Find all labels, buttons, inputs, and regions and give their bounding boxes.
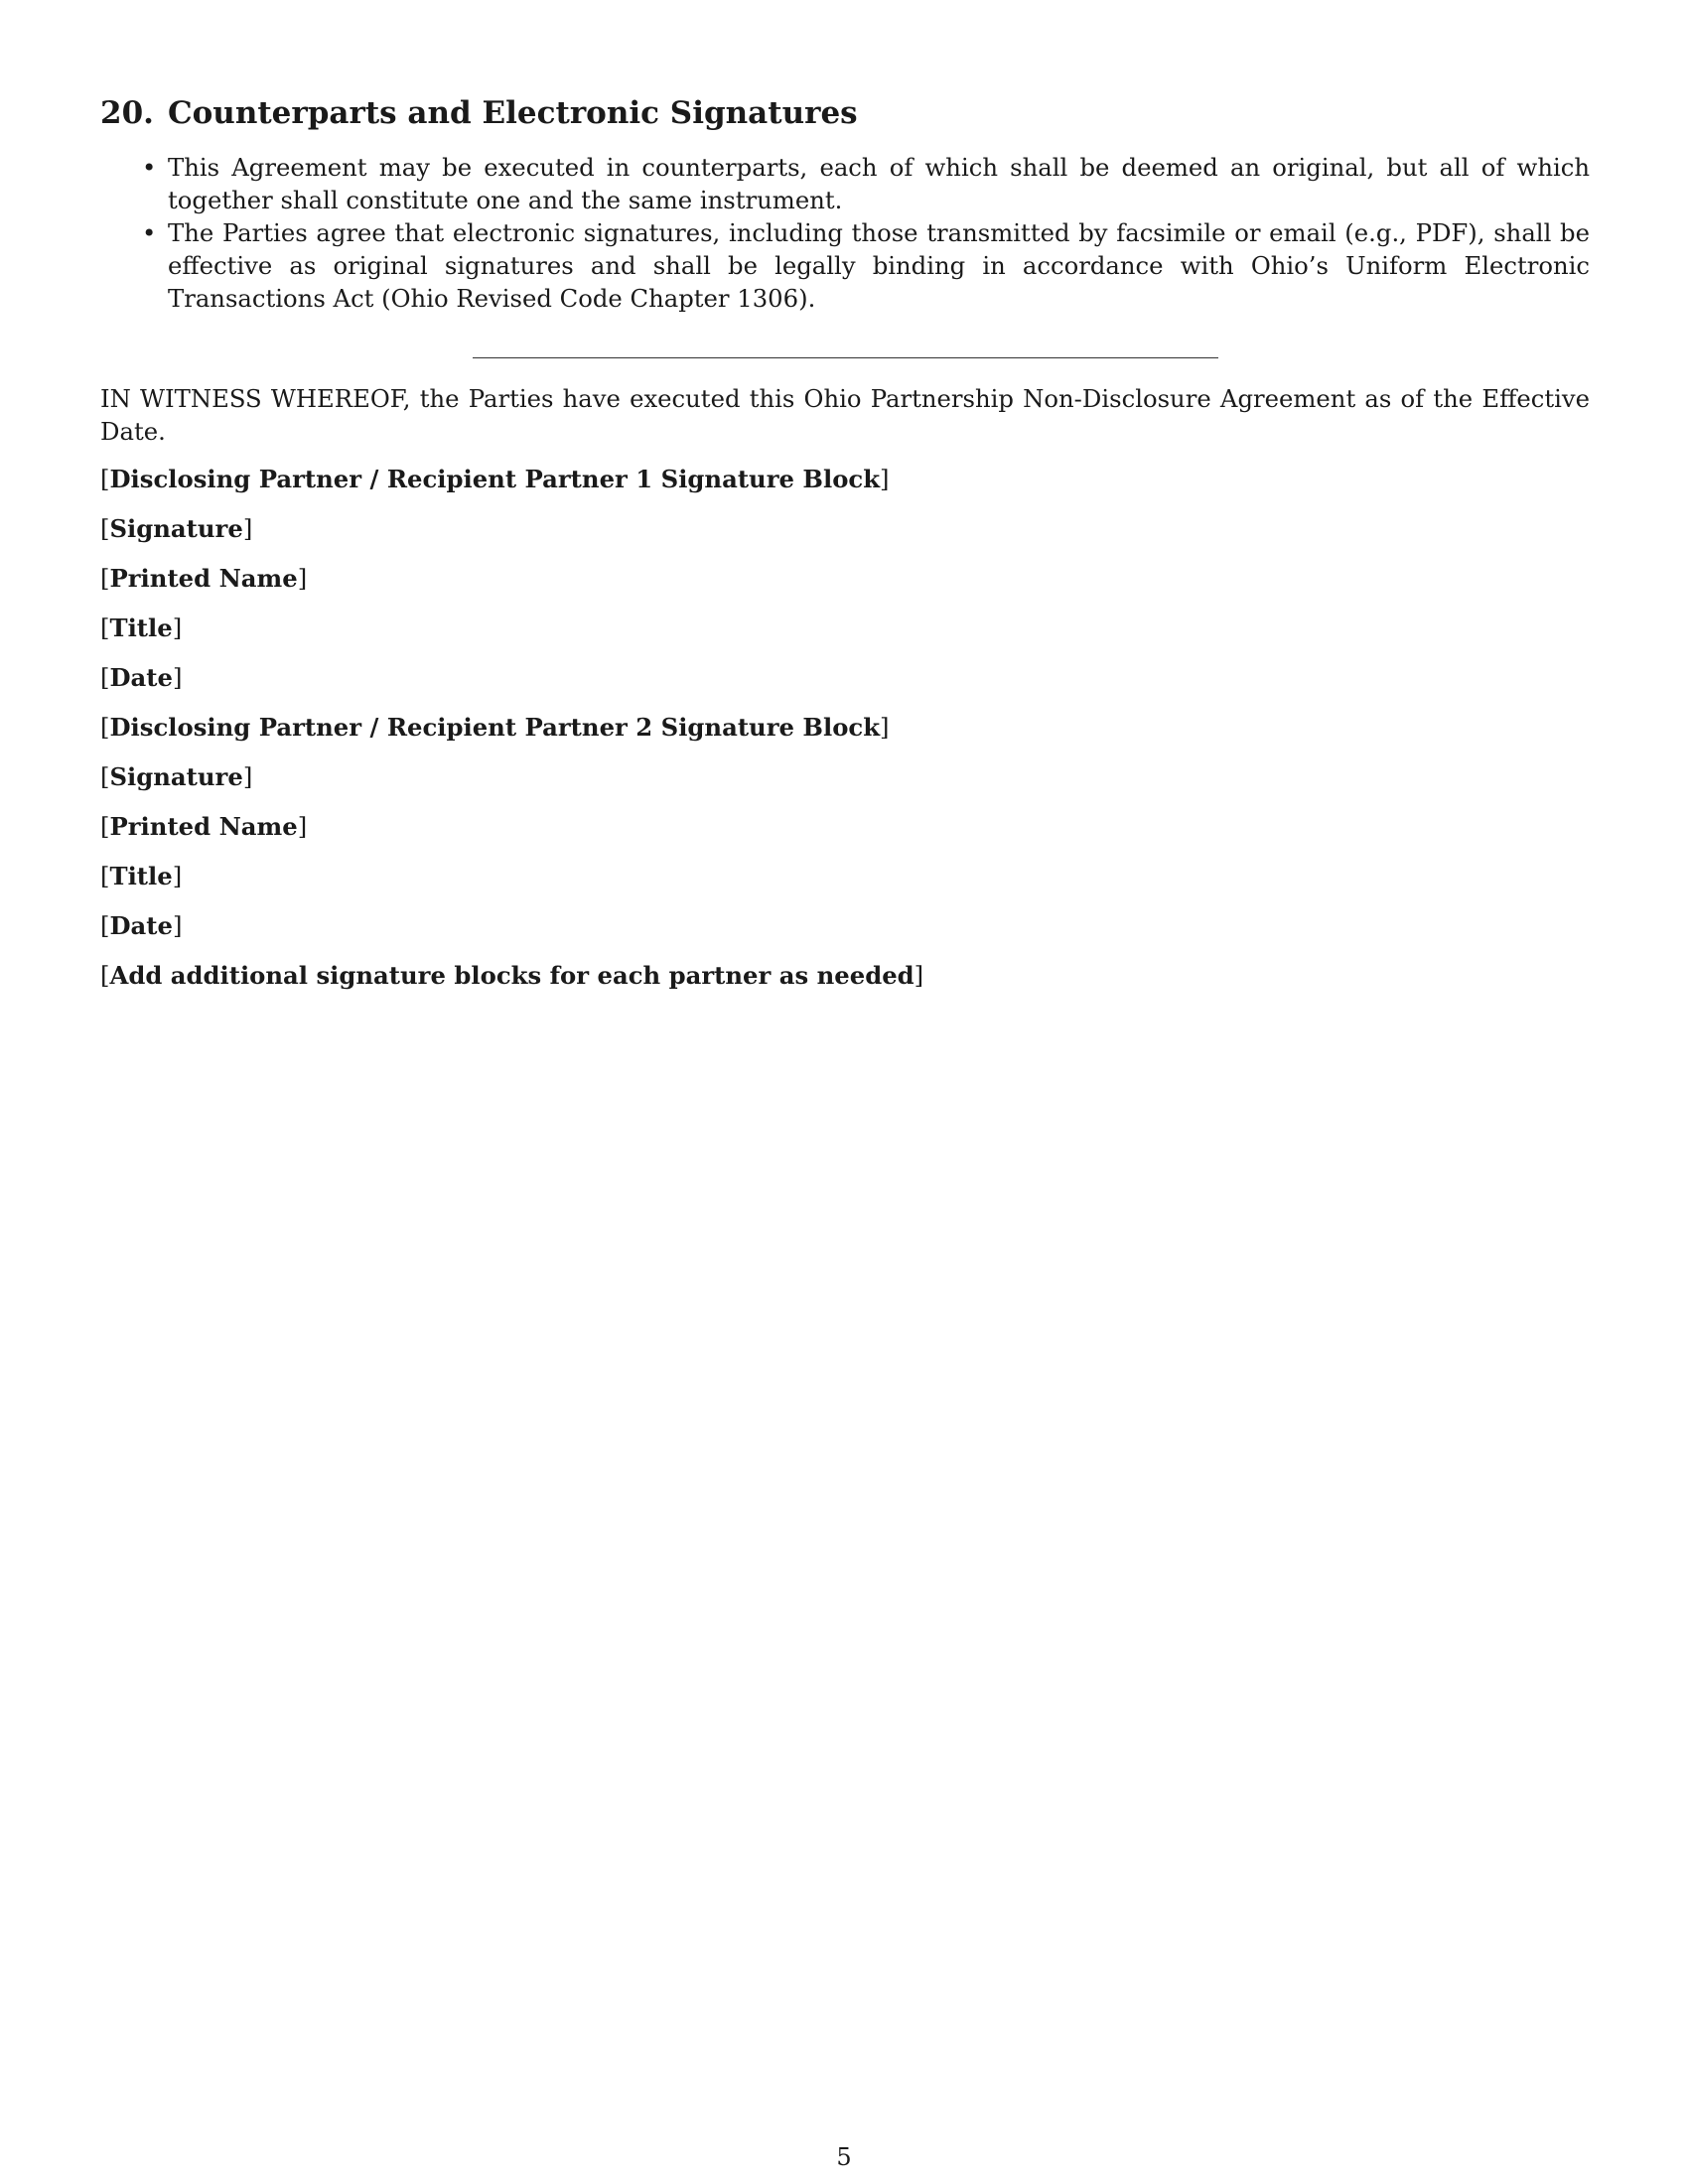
bullet-icon: • bbox=[142, 153, 157, 182]
horizontal-rule bbox=[473, 357, 1218, 358]
signature-block-heading: [Disclosing Partner / Recipient Partner 1 Signature Block] bbox=[100, 465, 890, 493]
page-number: 5 bbox=[836, 2143, 852, 2171]
bullet-text: This Agreement may be executed in counterparts, each of which shall be deemed an original, but all of which together shall constitute one and the same instrument. bbox=[168, 153, 1590, 214]
section-title: Counterparts and Electronic Signatures bbox=[167, 95, 858, 131]
date-placeholder: [Date] bbox=[100, 663, 183, 692]
bullet-icon: • bbox=[142, 218, 157, 247]
bullet-text: The Parties agree that electronic signatures, including those transmitted by facsimile or email (e.g., PDF), shall be effective as original signatures and shall be legally binding in accordance with Ohio’s Uniform Electronic Transactions Act (Ohio Revised Code Chapter 1306). bbox=[168, 218, 1590, 313]
additional-blocks-note: [Add additional signature blocks for each partner as needed] bbox=[100, 961, 924, 990]
section-number: 20. bbox=[100, 95, 154, 131]
printed-name-placeholder: [Printed Name] bbox=[100, 564, 308, 593]
date-placeholder: [Date] bbox=[100, 911, 183, 940]
section-heading bbox=[100, 95, 858, 131]
signature-block-heading: [Disclosing Partner / Recipient Partner 2 Signature Block] bbox=[100, 713, 890, 742]
list-item bbox=[100, 216, 1590, 315]
title-placeholder: [Title] bbox=[100, 614, 183, 642]
bullet-list bbox=[100, 151, 1590, 315]
title-placeholder: [Title] bbox=[100, 862, 183, 890]
printed-name-placeholder: [Printed Name] bbox=[100, 812, 308, 841]
signature-placeholder: [Signature] bbox=[100, 514, 253, 543]
list-item bbox=[100, 151, 1590, 216]
signature-placeholder: [Signature] bbox=[100, 762, 253, 791]
witness-paragraph: IN WITNESS WHEREOF, the Parties have executed this Ohio Partnership Non-Disclosure Agreement as of the Effective Date. bbox=[100, 384, 1590, 446]
